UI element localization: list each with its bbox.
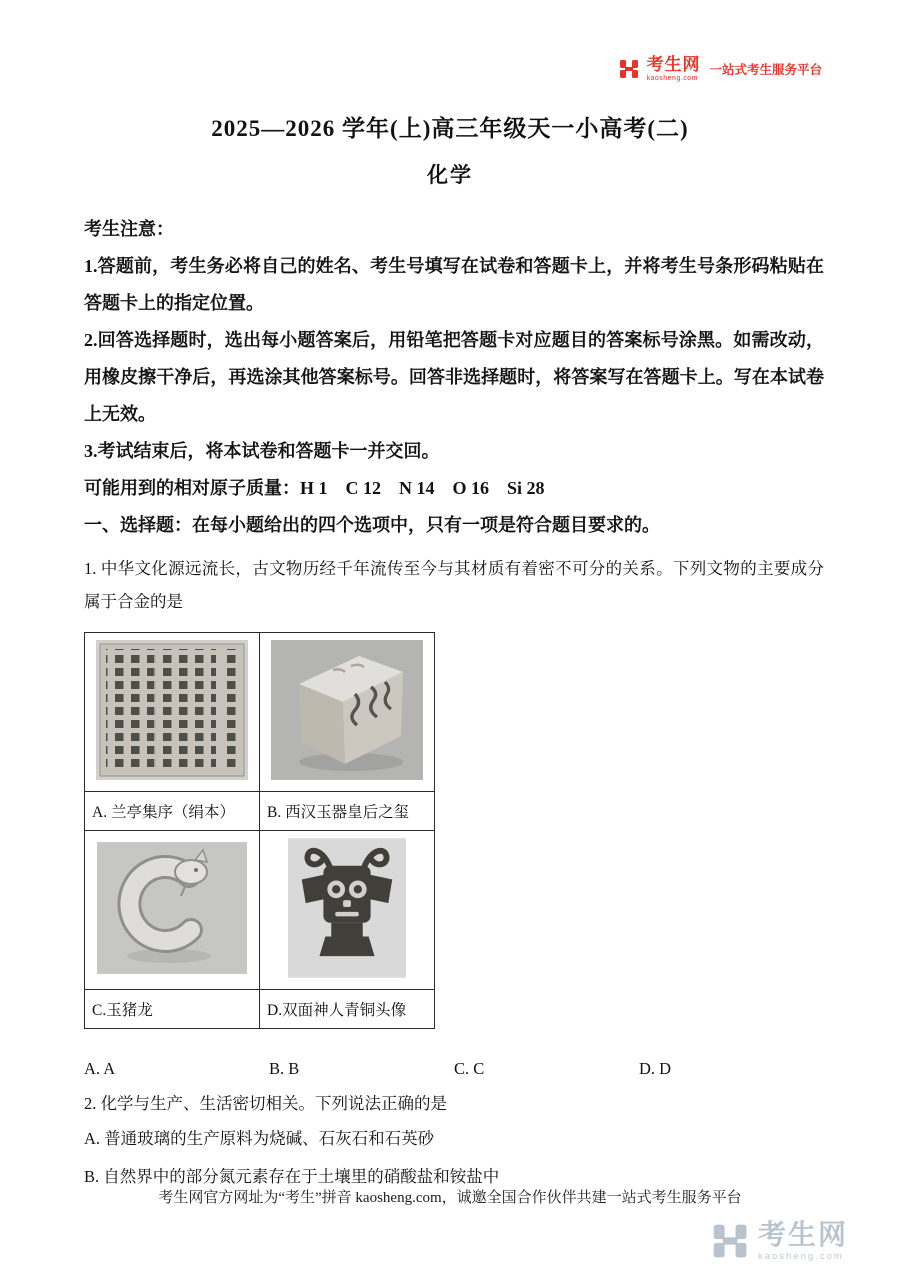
logo-text-block (646, 56, 700, 82)
q2-option-b: B. 自然界中的部分氮元素存在于土壤里的硝酸盐和铵盐中 (84, 1167, 500, 1186)
logo-domain: kaosheng.com (646, 75, 699, 82)
artifact-image-a-cell (85, 633, 260, 792)
artifact-image-d-cell (260, 831, 435, 990)
kaosheng-logo-icon (620, 58, 639, 80)
q1-option-c: C. C (454, 1059, 485, 1078)
table-row (85, 792, 435, 831)
question-2-text: 2. 化学与生产、生活密切相关。下列说法正确的是 (84, 1094, 447, 1113)
q2-option-a: A. 普通玻璃的生产原料为烧碱、石灰石和石英砂 (84, 1129, 435, 1148)
exam-subject: 化学 (427, 163, 473, 187)
artifact-table (84, 632, 435, 1029)
question-1-options (84, 1059, 824, 1079)
kaosheng-watermark-icon (713, 1221, 749, 1261)
watermark-text-block (757, 1218, 848, 1262)
logo-tagline: 一站式考生服务平台 (709, 63, 822, 77)
kaosheng-watermark (713, 1218, 848, 1262)
q1-option-d: D. D (639, 1059, 672, 1078)
notice-item-3: 3.考试结束后，将本试卷和答题卡一并交回。 (84, 441, 440, 461)
watermark-domain: kaosheng.com (757, 1250, 844, 1262)
q1-option-b: B. B (269, 1059, 300, 1078)
section-1-heading: 一、选择题：在每小题给出的四个选项中，只有一项是符合题目要求的。 (84, 515, 660, 535)
exam-title: 2025—2026 学年(上)高三年级天一小高考(二) (211, 116, 689, 141)
notice-item-1: 1.答题前，考生务必将自己的姓名、考生号填写在试卷和答题卡上，并将考生号条形码粘贴在答题卡上的指定位置。 (84, 256, 824, 313)
kaosheng-logo (620, 56, 822, 82)
jade-seal-image (271, 640, 423, 780)
footer-note: 考生网官方网址为“考生”拼音 kaosheng.com，诚邀全国合作伙伴共建一站式考生服务平台 (158, 1190, 742, 1206)
notice-item-2: 2.回答选择题时，选出每小题答案后，用铅笔把答题卡对应题目的答案标号涂黑。如需改动，用橡皮擦干净后，再选涂其他答案标号。回答非选择题时，将答案写在答题卡上。写在本试卷上无效。 (84, 330, 824, 424)
q1-option-a: A. A (84, 1059, 116, 1078)
bronze-mask-image (288, 838, 406, 978)
watermark-text: 考生网 (757, 1218, 848, 1250)
calligraphy-manuscript-image (96, 640, 248, 780)
notice-heading: 考生注意： (84, 219, 174, 239)
artifact-image-c-cell (85, 831, 260, 990)
artifact-caption-d: D.双面神人青铜头像 (260, 990, 435, 1029)
exam-body (84, 211, 824, 1196)
artifact-caption-a: A. 兰亭集序（绢本） (85, 792, 260, 831)
artifact-image-b-cell (260, 633, 435, 792)
table-row (85, 990, 435, 1029)
table-row (85, 633, 435, 792)
question-1-text: 1. 中华文化源远流长，古文物历经千年流传至今与其材质有着密不可分的关系。下列文物的主要成分属于合金的是 (84, 559, 824, 611)
atomic-mass-line: 可能用到的相对原子质量：H 1 C 12 N 14 O 16 Si 28 (84, 478, 545, 498)
artifact-caption-b: B. 西汉玉器皇后之玺 (260, 792, 435, 831)
artifact-caption-c: C.玉猪龙 (85, 990, 260, 1029)
jade-pig-dragon-image (97, 842, 247, 974)
table-row (85, 831, 435, 990)
logo-text: 考生网 (646, 55, 701, 74)
